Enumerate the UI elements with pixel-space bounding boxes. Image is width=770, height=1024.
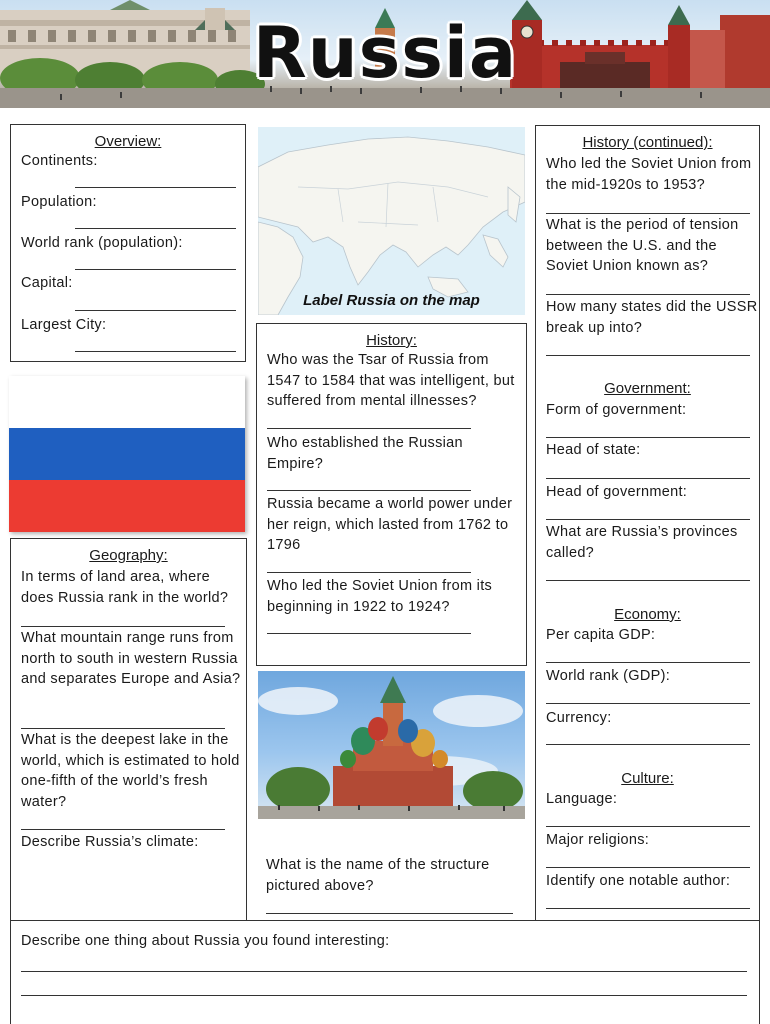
structure-answer-line[interactable] — [266, 913, 513, 914]
history-continued-question-3: How many states did the USSR break up into? — [546, 299, 758, 336]
head-of-government-label: Head of government: — [546, 484, 688, 500]
language-label: Language: — [546, 791, 618, 807]
geography-section — [10, 538, 247, 921]
per-capita-gdp-answer-line[interactable] — [546, 662, 750, 663]
history-question-3: Russia became a world power under her reign, which lasted from 1762 to 1796 — [267, 496, 513, 553]
head-of-state-label: Head of state: — [546, 442, 641, 458]
continents-label: Continents: — [21, 153, 98, 169]
largest-city-label: Largest City: — [21, 317, 107, 333]
structure-question: What is the name of the structure pictured above? — [266, 857, 490, 894]
overview-heading: Overview: — [94, 133, 162, 150]
history-question-4: Who led the Soviet Union from its beginning in 1922 to 1924? — [267, 578, 493, 615]
form-of-government-answer-line[interactable] — [546, 437, 750, 438]
continents-answer-line[interactable] — [75, 187, 236, 188]
capital-label: Capital: — [21, 275, 73, 291]
economy-heading: Economy: — [614, 606, 681, 623]
geography-question-3: What is the deepest lake in the world, which is estimated to hold one-fifth of the world’s fresh water? — [21, 732, 240, 810]
flag-blue-stripe — [9, 428, 245, 480]
geography-answer-line-2[interactable] — [21, 728, 225, 729]
russia-flag — [9, 376, 245, 532]
history-answer-line-3[interactable] — [267, 572, 471, 573]
notable-author-answer-line[interactable] — [546, 908, 750, 909]
head-of-government-answer-line[interactable] — [546, 519, 750, 520]
map-label: Label Russia on the map — [303, 292, 480, 309]
interesting-fact-answer-line-1[interactable] — [21, 971, 747, 972]
population-answer-line[interactable] — [75, 228, 236, 229]
history-question-1: Who was the Tsar of Russia from 1547 to 1584 that was intelligent, but suffered from mental illnesses? — [267, 352, 515, 409]
interesting-fact-answer-line-2[interactable] — [21, 995, 747, 996]
history-heading: History: — [366, 332, 417, 349]
flag-white-stripe — [9, 376, 245, 428]
history-answer-line-2[interactable] — [267, 490, 471, 491]
world-rank-gdp-answer-line[interactable] — [546, 703, 750, 704]
history-continued-question-1: Who led the Soviet Union from the mid-1920s to 1953? — [546, 156, 752, 193]
asia-map — [258, 127, 525, 315]
map-graphic — [258, 127, 525, 315]
geography-question-1: In terms of land area, where does Russia rank in the world? — [21, 569, 229, 606]
right-column-section — [535, 125, 760, 921]
geography-heading: Geography: — [89, 547, 168, 564]
history-continued-answer-line-2[interactable] — [546, 294, 750, 295]
culture-heading: Culture: — [621, 770, 674, 787]
population-label: Population: — [21, 194, 97, 210]
language-answer-line[interactable] — [546, 826, 750, 827]
history-question-2: Who established the Russian Empire? — [267, 435, 463, 472]
header-banner — [0, 0, 770, 108]
history-continued-answer-line-3[interactable] — [546, 355, 750, 356]
largest-city-answer-line[interactable] — [75, 351, 236, 352]
history-answer-line-4[interactable] — [267, 633, 471, 634]
provinces-answer-line[interactable] — [546, 580, 750, 581]
history-continued-question-2: What is the period of tension between the U.S. and the Soviet Union known as? — [546, 217, 739, 274]
geography-question-2: What mountain range runs from north to south in western Russia and separates Europe and Asia? — [21, 630, 241, 687]
currency-label: Currency: — [546, 710, 612, 726]
interesting-fact-prompt: Describe one thing about Russia you found interesting: — [21, 933, 390, 949]
form-of-government-label: Form of government: — [546, 402, 687, 418]
interesting-fact-section — [10, 920, 760, 1024]
st-basils-cathedral-photo — [258, 671, 525, 819]
geography-answer-line-3[interactable] — [21, 829, 225, 830]
notable-author-label: Identify one notable author: — [546, 873, 731, 889]
capital-answer-line[interactable] — [75, 310, 236, 311]
flag-red-stripe — [9, 480, 245, 532]
history-answer-line-1[interactable] — [267, 428, 471, 429]
provinces-question: What are Russia’s provinces called? — [546, 524, 738, 561]
geography-question-4: Describe Russia’s climate: — [21, 834, 199, 850]
head-of-state-answer-line[interactable] — [546, 478, 750, 479]
history-section — [256, 323, 527, 666]
world-rank-gdp-label: World rank (GDP): — [546, 668, 671, 684]
geography-answer-line-1[interactable] — [21, 626, 225, 627]
world-rank-population-label: World rank (population): — [21, 235, 183, 251]
major-religions-answer-line[interactable] — [546, 867, 750, 868]
overview-section — [10, 124, 246, 362]
world-rank-population-answer-line[interactable] — [75, 269, 236, 270]
currency-answer-line[interactable] — [546, 744, 750, 745]
government-heading: Government: — [604, 380, 691, 397]
page-title: Russia — [252, 12, 518, 94]
history-continued-answer-line-1[interactable] — [546, 213, 750, 214]
major-religions-label: Major religions: — [546, 832, 650, 848]
history-continued-heading: History (continued): — [582, 134, 713, 151]
per-capita-gdp-label: Per capita GDP: — [546, 627, 656, 643]
